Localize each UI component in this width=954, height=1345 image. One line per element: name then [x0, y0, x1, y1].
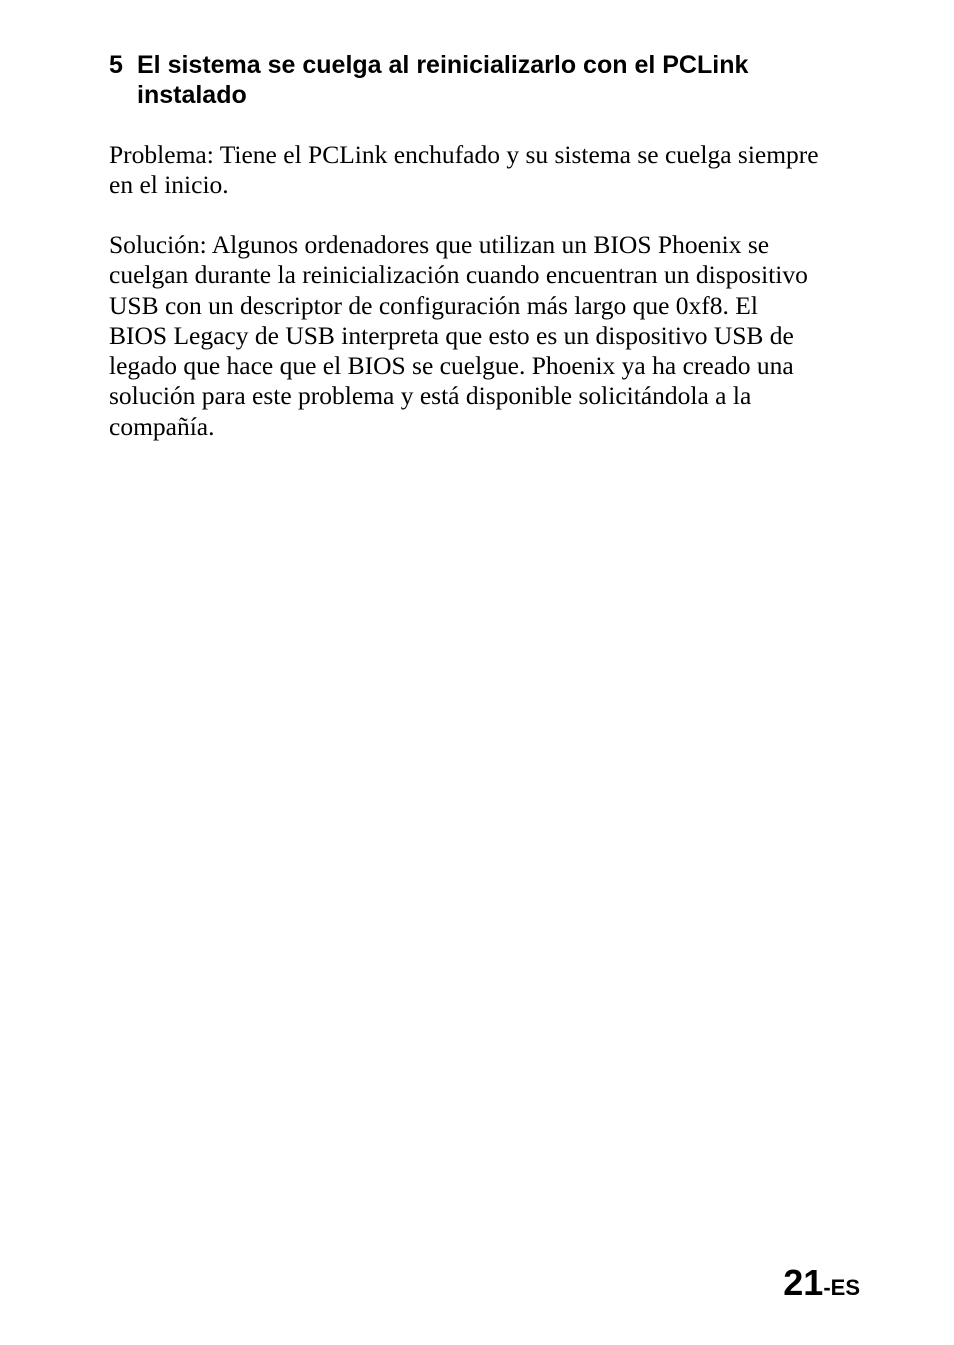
- solution-line: USB con un descriptor de configuración más largo que 0xf8. El: [109, 290, 758, 320]
- solution-line: BIOS Legacy de USB interpreta que esto es un dispositivo USB de: [109, 320, 794, 350]
- solution-line: solución para este problema y está disponible solicitándola a la: [109, 381, 752, 411]
- section-heading: [109, 50, 869, 110]
- problem-paragraph: [109, 140, 869, 201]
- problem-line: Problema: Tiene el PCLink enchufado y su sistema se cuelga siempre: [109, 140, 819, 169]
- solution-line: legado que hace que el BIOS se cuelgue. Phoenix ya ha creado una: [109, 351, 794, 381]
- problem-line: en el inicio.: [109, 170, 229, 200]
- solution-line: compañía.: [109, 411, 215, 441]
- solution-line: cuelgan durante la reinicialización cuando encuentran un dispositivo: [109, 260, 808, 290]
- section-number: 5: [109, 51, 123, 79]
- page-number-suffix: -ES: [823, 1275, 860, 1300]
- solution-line: Solución: Algunos ordenadores que utilizan un BIOS Phoenix se: [109, 230, 770, 259]
- section-title: [137, 50, 869, 110]
- section-title-line: instalado: [137, 81, 247, 109]
- section-title-line: El sistema se cuelga al reinicializarlo con el PCLink: [137, 51, 749, 79]
- solution-paragraph: [109, 230, 869, 442]
- page-number-value: 21: [783, 1262, 824, 1303]
- page-number: [783, 1262, 860, 1304]
